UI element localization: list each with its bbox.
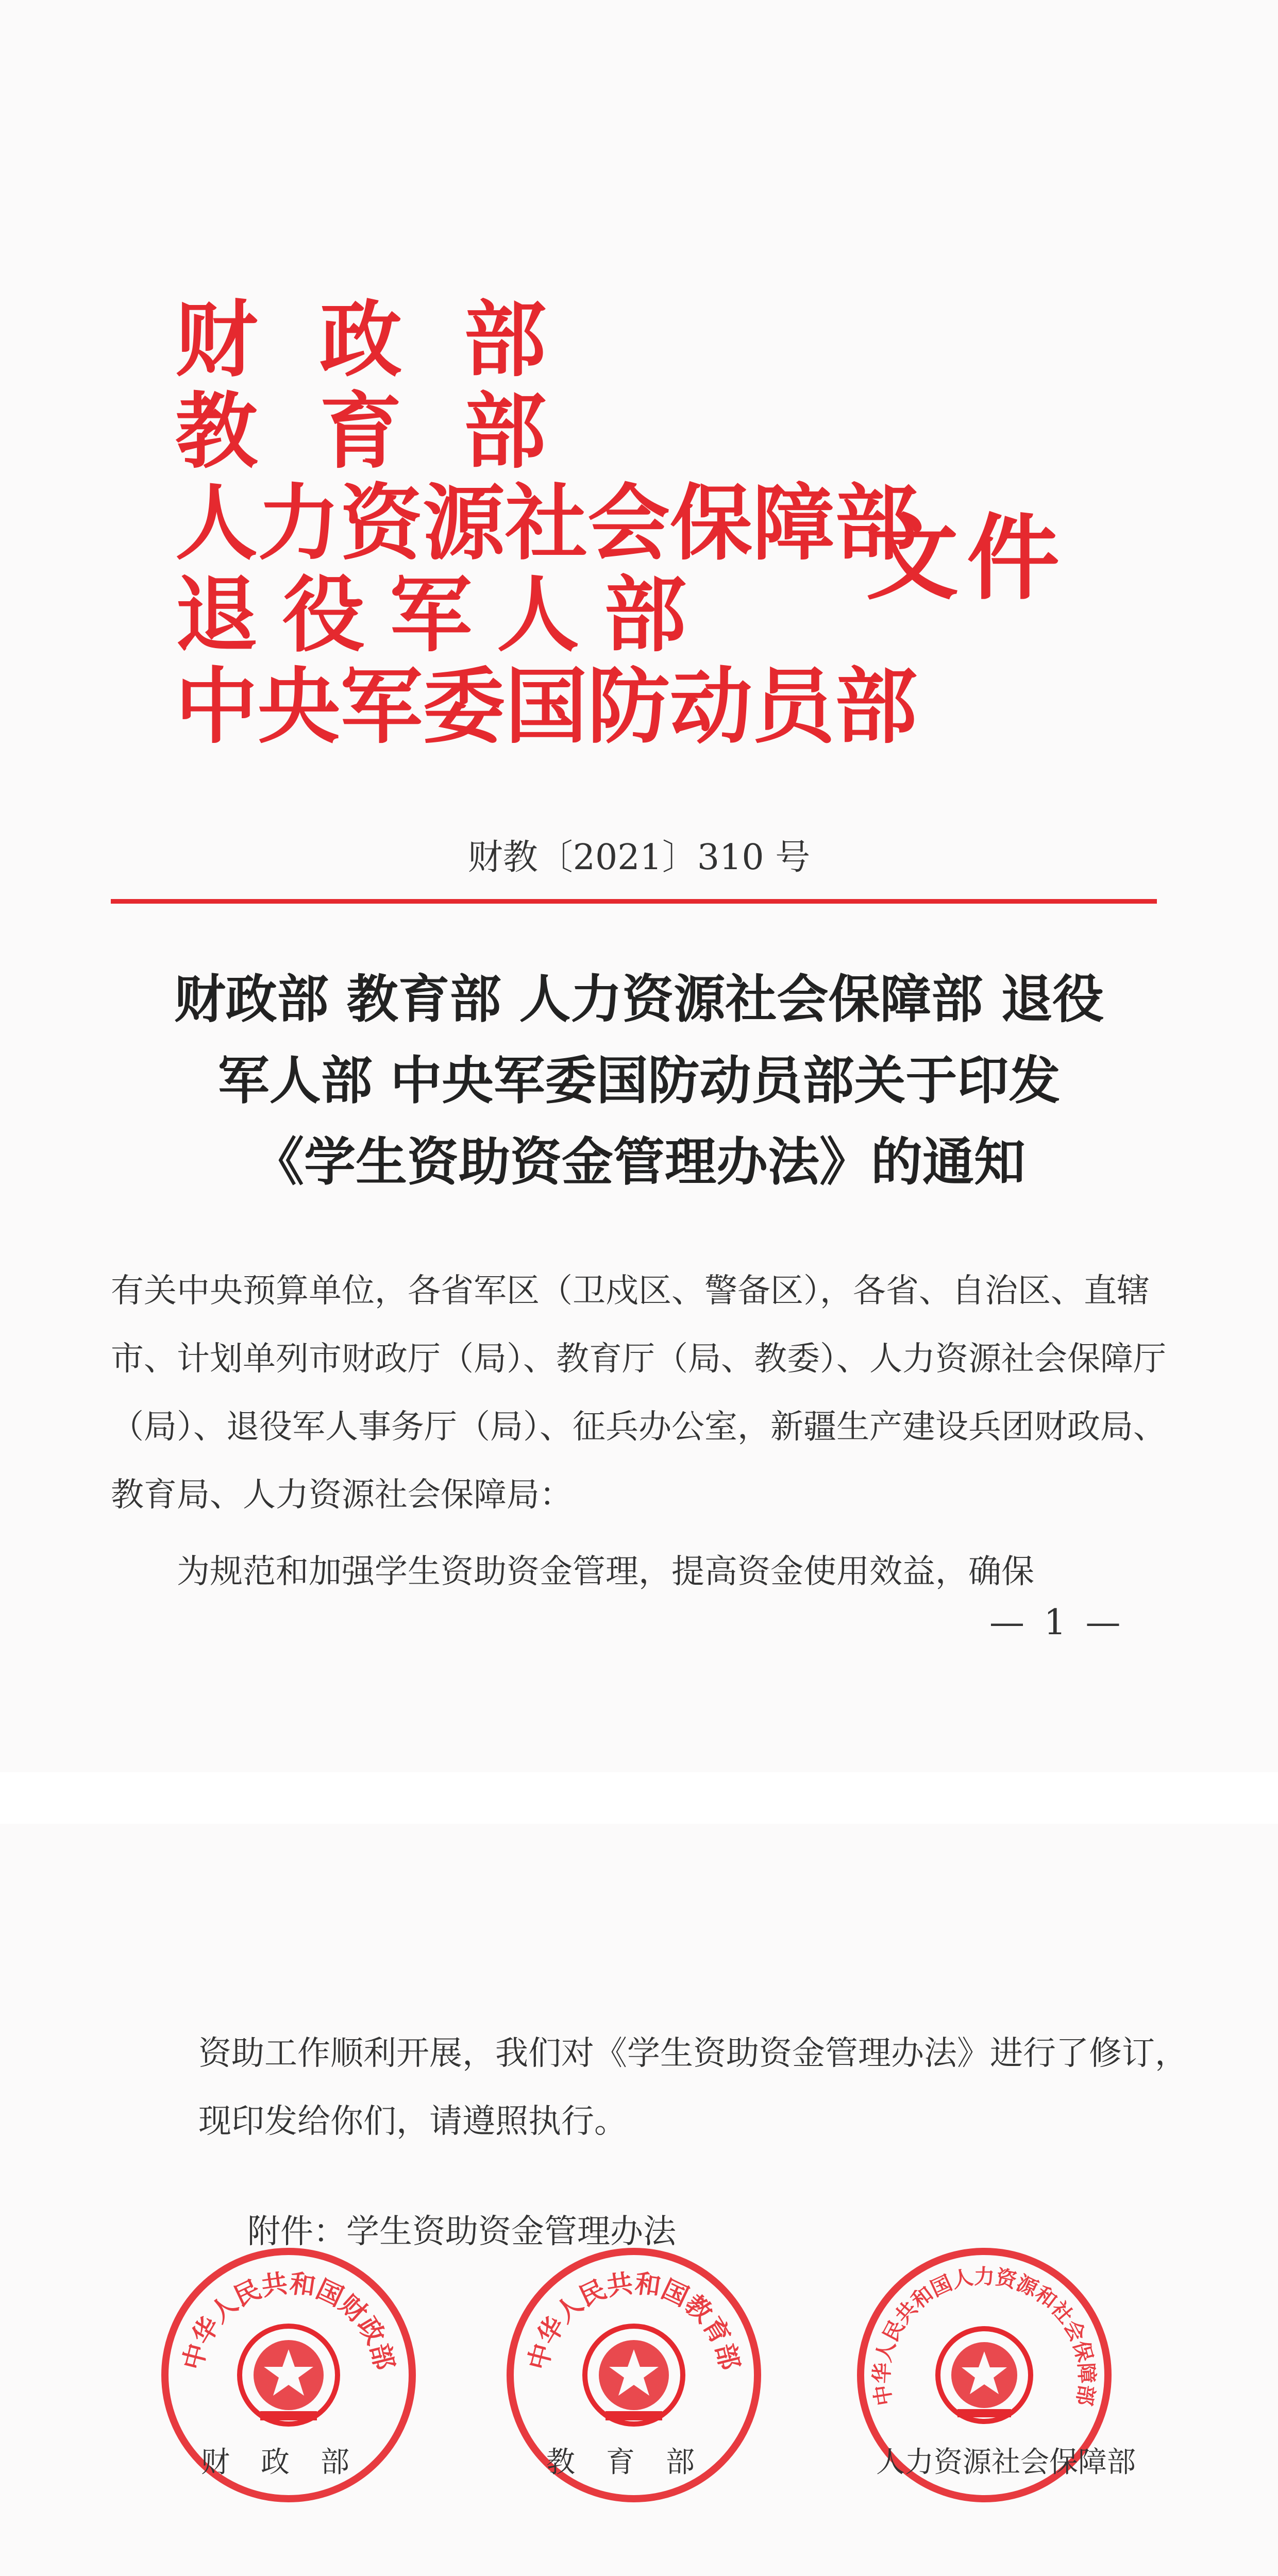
title-line-3: 《学生资助资金管理办法》的通知 bbox=[253, 1131, 1025, 1192]
document-number: 财教〔2021〕310 号 bbox=[467, 837, 811, 878]
body-paragraph-start: 为规范和加强学生资助资金管理，提高资金使用效益，确保 bbox=[177, 1553, 1034, 1591]
issuer-mobilization: 中央军委国防动员部 bbox=[175, 658, 918, 755]
issuer-finance: 财政部 bbox=[175, 291, 609, 388]
body-paragraph-continued: 资助工作顺利开展，我们对《学生资助资金管理办法》进行了修订，现印发给你们，请遵照执行。 bbox=[198, 2035, 1188, 2141]
seal-ring-text: 中华人民共和国财政部 bbox=[177, 2268, 400, 2373]
issuer-veterans: 退役军人部 bbox=[175, 566, 712, 663]
national-emblem-icon bbox=[585, 2326, 683, 2424]
issuer-list bbox=[175, 291, 918, 755]
signature-finance: 财政部 bbox=[201, 2446, 380, 2479]
seal-ring-text: 中华人民共和国人力资源和社会保障部 bbox=[870, 2265, 1099, 2408]
page-gap bbox=[0, 1772, 1278, 1824]
page-number-1: — 1 — bbox=[989, 1602, 1125, 1643]
issuer-education: 教育部 bbox=[175, 383, 609, 480]
national-emblem-icon bbox=[240, 2326, 338, 2424]
national-emblem-icon bbox=[938, 2329, 1031, 2421]
red-divider-line bbox=[111, 899, 1157, 904]
title-line-1: 财政部 教育部 人力资源社会保障部 退役 bbox=[174, 969, 1104, 1029]
attachment-line: 附件：学生资助资金管理办法 bbox=[247, 2213, 676, 2251]
seal-ring-text: 中华人民共和国教育部 bbox=[523, 2268, 745, 2373]
document-type-label: 文件 bbox=[866, 504, 1068, 613]
signature-hrss: 人力资源社会保障部 bbox=[876, 2446, 1136, 2479]
issuer-hrss: 人力资源社会保障部 bbox=[175, 474, 918, 571]
signature-education: 教育部 bbox=[546, 2446, 726, 2479]
document-title bbox=[103, 958, 1175, 1202]
addressees-paragraph: 有关中央预算单位，各省军区（卫戍区、警备区），各省、自治区、直辖市、计划单列市财政厅（局）、教育厅（局、教委）、人力资源社会保障厅（局）、退役军人事务厅（局）、征兵办公室，新疆生产建设兵团财政局、教育局、人力资源社会保障局： bbox=[111, 1272, 1166, 1514]
title-line-2: 军人部 中央军委国防动员部关于印发 bbox=[217, 1050, 1061, 1111]
